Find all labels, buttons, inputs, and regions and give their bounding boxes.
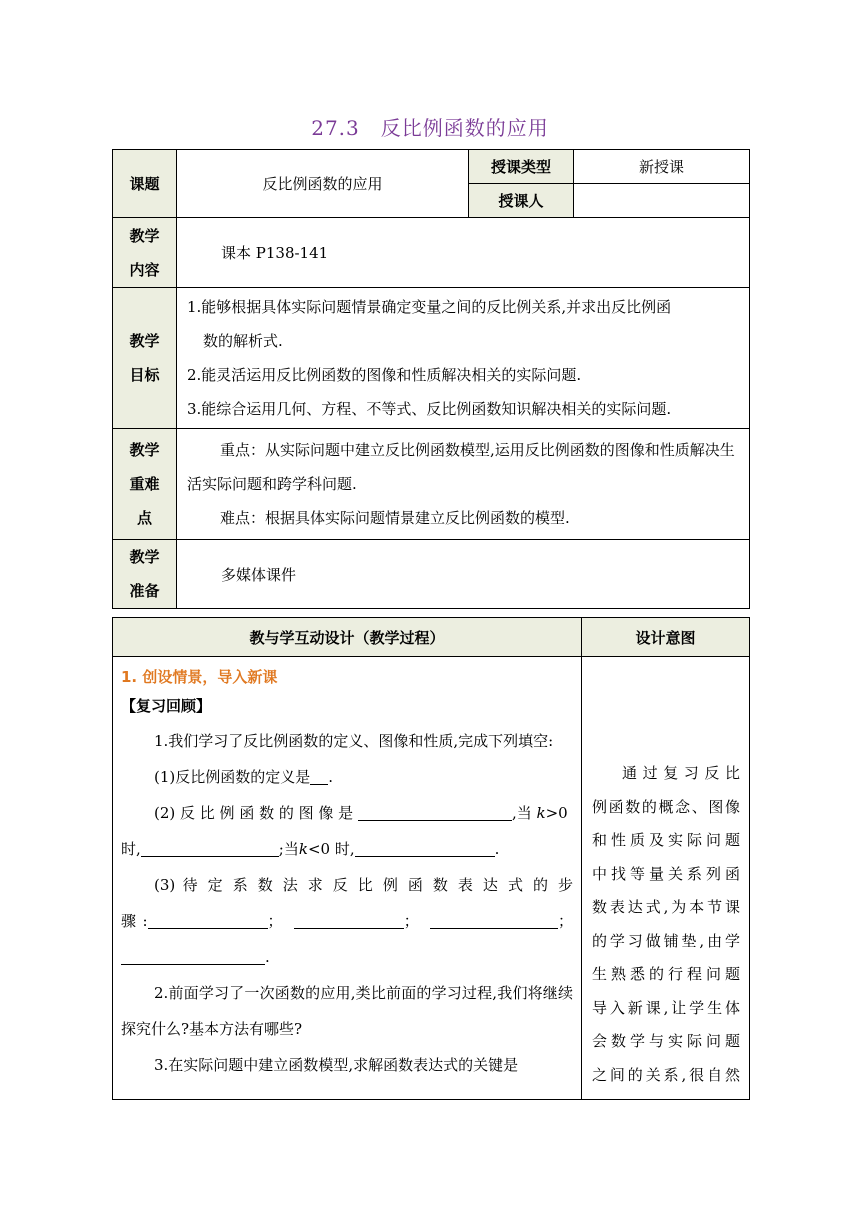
lesson-type-label: 授课类型 [469, 150, 574, 184]
intent-line: 生熟悉的行程问题 [592, 965, 741, 983]
q1-2-text: (2) 反 比 例 函 数 的 图 像 是 [154, 804, 354, 822]
section-title: 1. 创设情景，导入新课 [121, 668, 278, 686]
q1-2-when2: ;当 [278, 840, 299, 858]
difficulty-content [177, 429, 750, 540]
teaching-process-table [112, 617, 750, 1100]
sep: ； [403, 912, 419, 930]
difficulty-label [113, 429, 177, 540]
intent-spacer [592, 657, 741, 757]
answer-blank [310, 768, 328, 785]
q1-1-end: . [328, 768, 334, 786]
question-1-2 [121, 795, 573, 831]
answer-blank [430, 912, 558, 929]
intent-line: 和性质及实际问题 [592, 831, 741, 849]
question-3: 3.在实际问题中建立函数模型,求解函数表达式的关键是 [154, 1056, 519, 1074]
process-content [113, 657, 582, 1100]
content-label-line1: 教学 [129, 226, 160, 245]
difficulty-label-line1: 教学 [129, 441, 160, 459]
lesson-type-value: 新授课 [574, 150, 750, 184]
teacher-value [574, 184, 750, 218]
var-k: k [298, 840, 308, 858]
page-title: 27.3 反比例函数的应用 [311, 116, 549, 140]
difficulty-label-line3: 点 [136, 509, 152, 527]
sep: ； [557, 912, 573, 930]
topic-value: 反比例函数的应用 [177, 150, 469, 218]
difficulty-label-line2: 重难 [129, 475, 160, 493]
question-1-3-steps [121, 903, 573, 939]
prep-value: 多媒体课件 [177, 540, 750, 609]
question-1-3-last [121, 939, 573, 975]
review-title: 【复习回顾】 [121, 697, 212, 715]
intent-line: 会数学与实际问题 [592, 1032, 741, 1050]
design-intent [582, 657, 750, 1100]
intent-header: 设计意图 [582, 618, 750, 657]
goal-item: 数的解析式. [203, 332, 283, 350]
prep-label-line1: 教学 [129, 548, 160, 566]
goals-label [113, 288, 177, 429]
q1-2-cond: >0 [545, 804, 568, 822]
lesson-info-table [112, 149, 750, 609]
question-1: 1.我们学习了反比例函数的定义、图像和性质,完成下列填空: [154, 732, 554, 750]
q1-2-cond2: <0 时, [307, 840, 355, 858]
question-1-2-cont [121, 831, 573, 867]
intent-line: 中找等量关系列函 [592, 864, 741, 883]
question-1-3: (3) 待 定 系 数 法 求 反 比 例 函 数 表 达 式 的 步 [154, 876, 573, 894]
sep: ； [267, 912, 283, 930]
goals-label-line1: 教学 [129, 332, 160, 350]
answer-blank [355, 840, 495, 857]
goal-item: 3.能综合运用几何、方程、不等式、反比例函数知识解决相关的实际问题. [187, 400, 672, 418]
q1-2-shi: 时, [121, 840, 141, 858]
intent-line: 之间的关系,很自然 [592, 1065, 741, 1084]
var-k: k [536, 804, 546, 822]
prep-label [113, 540, 177, 609]
question-1-1 [121, 759, 573, 795]
intent-line: 数表达式,为本节课 [592, 898, 741, 916]
key-point: 重点：从实际问题中建立反比例函数模型,运用反比例函数的图像和性质解决生活实际问题和跨学科问题. [187, 441, 735, 493]
prep-label-line2: 准备 [129, 582, 160, 600]
intent-line: 例函数的概念、图像 [592, 797, 741, 816]
q1-3-end: . [265, 948, 270, 966]
q1-2-when: ,当 [511, 804, 532, 822]
process-header: 教与学互动设计（教学过程） [113, 618, 582, 657]
teacher-label: 授课人 [469, 184, 574, 218]
question-2: 2.前面学习了一次函数的应用,类比前面的学习过程,我们将继续探究什么?基本方法有哪些? [121, 984, 573, 1038]
q1-2-end: . [494, 840, 500, 858]
answer-blank [121, 948, 265, 965]
answer-blank [358, 804, 512, 821]
goal-item: 1.能够根据具体实际问题情景确定变量之间的反比例关系,并求出反比例函 [187, 298, 672, 316]
content-value: 课本 P138-141 [177, 218, 750, 288]
answer-blank [148, 912, 268, 929]
intent-line: 的学习做铺垫,由学 [592, 931, 741, 950]
goal-item: 2.能灵活运用反比例函数的图像和性质解决相关的实际问题. [187, 366, 582, 384]
q1-1-text: (1)反比例函数的定义是 [154, 768, 311, 786]
answer-blank [141, 840, 279, 857]
intent-line: 导入新课,让学生体 [592, 998, 741, 1017]
hard-point: 难点：根据具体实际问题情景建立反比例函数的模型. [220, 509, 570, 527]
q1-3-label: 骤: [121, 912, 148, 930]
answer-blank [294, 912, 404, 929]
content-label-line2: 内容 [129, 260, 160, 279]
intent-line: 通过复习反比 [622, 764, 741, 782]
goals-label-line2: 目标 [129, 366, 160, 384]
goals-list [177, 288, 750, 429]
content-label [113, 218, 177, 288]
topic-label: 课题 [113, 150, 177, 218]
